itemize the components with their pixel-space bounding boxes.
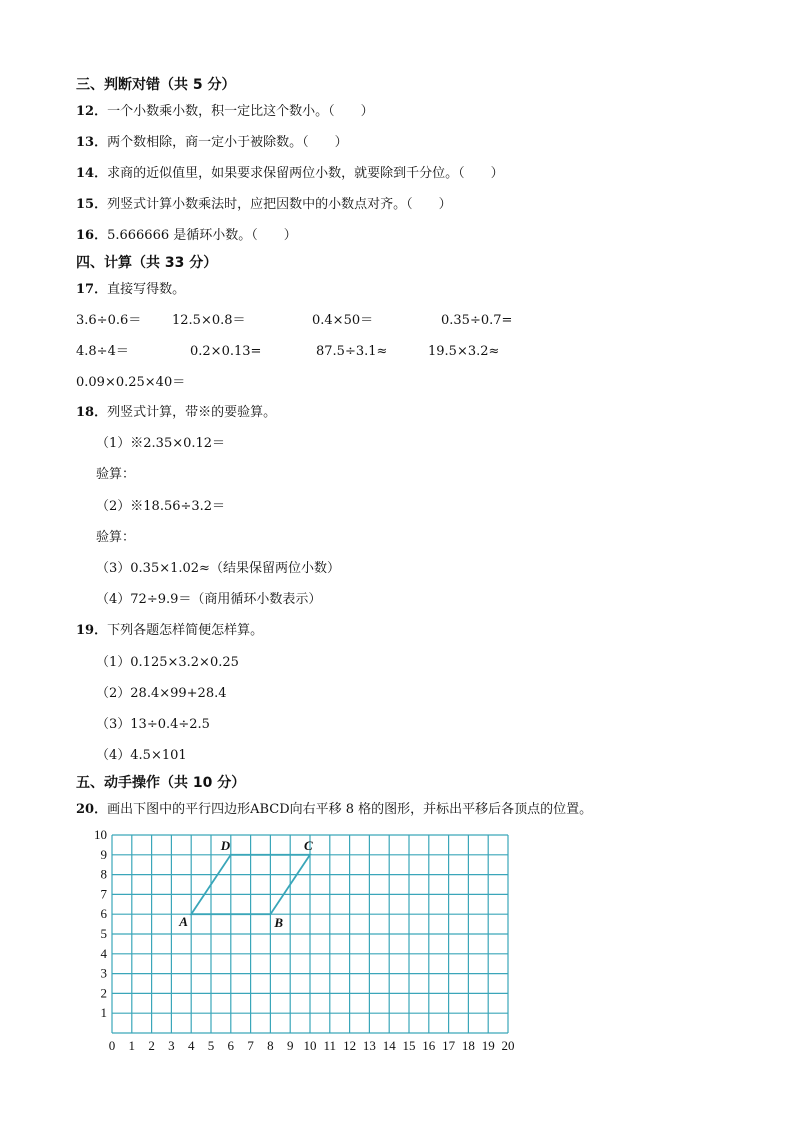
x-tick-label: 0	[108, 1038, 116, 1053]
sub-question: （3）0.35×1.02≈（结果保留两位小数）	[96, 561, 340, 576]
x-tick-label: 17	[442, 1038, 456, 1053]
question-number: 12．	[76, 104, 108, 119]
x-tick-label: 13	[362, 1038, 376, 1053]
x-tick-label: 18	[461, 1038, 475, 1053]
x-tick-label: 8	[267, 1038, 274, 1053]
section-5-title: 五、动手操作（共 10 分）	[76, 775, 246, 791]
calc-item: 12.5×0.8＝	[172, 313, 246, 328]
x-tick-label: 15	[402, 1038, 416, 1053]
calc-item: 19.5×3.2≈	[428, 344, 500, 359]
x-tick-label: 2	[148, 1038, 155, 1053]
sub-question: （4）4.5×101	[96, 748, 187, 763]
y-tick-label: 1	[100, 1005, 107, 1021]
calc-item: 0.2×0.13=	[190, 344, 262, 359]
sub-question: （2）※18.56÷3.2＝	[96, 499, 226, 514]
vertex-label-a: A	[179, 914, 188, 930]
y-tick-label: 3	[100, 965, 107, 981]
x-tick-label: 4	[187, 1038, 195, 1053]
vertex-label-c: C	[304, 837, 313, 853]
check-label: 验算：	[96, 467, 136, 482]
x-tick-label: 6	[227, 1038, 235, 1053]
x-tick-label: 12	[343, 1038, 357, 1053]
calc-item: 0.4×50＝	[312, 313, 374, 328]
sub-question: （1）※2.35×0.12＝	[96, 436, 226, 451]
sub-question: （2）28.4×99+28.4	[96, 686, 227, 701]
x-tick-label: 16	[422, 1038, 436, 1053]
y-tick-label: 8	[100, 866, 107, 882]
y-tick-label: 4	[100, 945, 107, 961]
x-tick-label: 11	[323, 1038, 337, 1053]
x-tick-label: 10	[303, 1038, 317, 1053]
section-3-title: 三、判断对错（共 5 分）	[76, 77, 236, 93]
calc-item: 3.6÷0.6＝	[76, 313, 142, 328]
question-text: 画出下图中的平行四边形ABCD向右平移 8 格的图形，并标出平移后各顶点的位置。	[107, 802, 593, 817]
question-text: 一个小数乘小数，积一定比这个数小。（ ）	[107, 104, 374, 119]
question-number: 20．	[76, 802, 108, 817]
question-number: 19．	[76, 623, 108, 638]
y-tick-label: 7	[100, 886, 107, 902]
x-tick-label: 20	[501, 1038, 515, 1053]
x-tick-label: 1	[128, 1038, 136, 1053]
question-number: 13．	[76, 135, 108, 150]
calc-item: 0.35÷0.7=	[441, 313, 513, 328]
y-tick-label: 6	[100, 906, 107, 922]
y-tick-label: 2	[100, 985, 107, 1001]
calc-item: 87.5÷3.1≈	[316, 344, 388, 359]
question-number: 14．	[76, 166, 108, 181]
check-label: 验算：	[96, 530, 136, 545]
x-tick-label: 9	[286, 1038, 294, 1053]
x-tick-label: 5	[207, 1038, 215, 1053]
question-text: 两个数相除，商一定小于被除数。（ ）	[107, 135, 348, 150]
y-tick-label: 9	[100, 846, 107, 862]
x-tick-label: 19	[481, 1038, 495, 1053]
x-tick-label: 14	[382, 1038, 396, 1053]
question-number: 15．	[76, 197, 108, 212]
calc-item: 0.09×0.25×40＝	[76, 375, 186, 390]
question-text: 列竖式计算小数乘法时，应把因数中的小数点对齐。（ ）	[107, 197, 452, 212]
y-tick-label: 10	[94, 827, 107, 842]
question-number: 18．	[76, 405, 108, 420]
x-tick-label: 7	[247, 1038, 254, 1053]
question-text: 5.666666 是循环小数。（ ）	[107, 228, 297, 243]
question-text: 求商的近似值里，如果要求保留两位小数，就要除到千分位。（ ）	[107, 166, 504, 181]
sub-question: （1）0.125×3.2×0.25	[96, 655, 239, 670]
section-4-title: 四、计算（共 33 分）	[76, 255, 218, 271]
question-number: 17．	[76, 282, 108, 297]
question-text: 列竖式计算，带※的要验算。	[107, 405, 277, 420]
sub-question: （3）13÷0.4÷2.5	[96, 717, 210, 732]
vertex-label-b: B	[274, 915, 284, 931]
question-text: 下列各题怎样简便怎样算。	[107, 623, 264, 638]
calc-item: 4.8÷4＝	[76, 344, 129, 359]
x-tick-label: 3	[168, 1038, 175, 1053]
sub-question: （4）72÷9.9＝（商用循环小数表示）	[96, 592, 322, 607]
question-text: 直接写得数。	[107, 282, 186, 297]
vertex-label-d: D	[220, 837, 231, 853]
question-number: 16．	[76, 228, 108, 243]
y-tick-label: 5	[100, 926, 107, 941]
